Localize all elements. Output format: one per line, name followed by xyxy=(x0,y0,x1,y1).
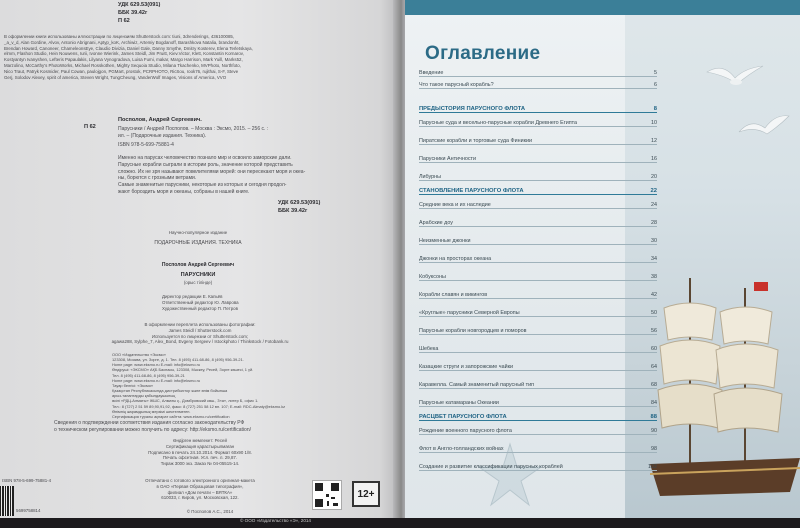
toc-label: Парусные катамараны Океании xyxy=(419,400,499,406)
toc-label: Кобуксоны xyxy=(419,274,446,280)
code-mid: П 62 xyxy=(84,124,96,130)
toc-entry[interactable] xyxy=(419,134,657,145)
copyright-publisher: © ООО «Издательство «Э», 2014 xyxy=(240,518,311,523)
publisher-info xyxy=(112,352,382,419)
toc-page: 16 xyxy=(651,156,657,162)
toc-label: Казацкие струги и запорожские чайки xyxy=(419,364,513,370)
publisher-line: Өнімнің жарамдылық мерзімі шектелмеген. xyxy=(112,408,191,414)
book-subtitle: (орыс тілінде) xyxy=(183,280,213,285)
toc-label: ПРЕДЫСТОРИЯ ПАРУСНОГО ФЛОТА xyxy=(419,106,526,112)
toc-section[interactable] xyxy=(419,410,657,421)
toc-label: Парусные корабли новгородцев и поморов xyxy=(419,328,527,334)
toc-entry[interactable] xyxy=(419,396,657,407)
cert-line: о техническом регулировании можно получить по адресу: http://eksmo.ru/certification/ xyxy=(54,426,251,433)
book-title: ПАРУСНИКИ xyxy=(180,272,216,278)
credit-line: elmm, Flashon Studio, Hein Nouwens, Iurii, Ivonne Wierink, James Steidl, Jim Pruitt, Kiev.Victor, Klett, Konstantin Kornarov, xyxy=(4,51,244,57)
cert-line: Сведения о подтверждении соответствия издания согласно законодательству РФ xyxy=(54,420,245,426)
publisher-line: ООО «Издательство «Эксмо» xyxy=(112,352,166,357)
credit-line: Kostyantyn Ivanyshen, Lefteris Papaulakis, Lilyana Vynogradova, Luisa Fumi, makar, Margo Harrison, Mark Yuill, Marks52, xyxy=(4,57,243,63)
publisher-line: Home page: www.eksmo.ru E-mail: info@eksmo.ru xyxy=(112,362,201,368)
abstract xyxy=(118,155,348,196)
toc-entry[interactable] xyxy=(419,342,657,353)
printer-line: в ОАО «Первая Образцовая типография», xyxy=(156,483,244,489)
bbk-mid: ББК 39.42г xyxy=(278,208,308,214)
photo-credit-line: James Steidl / Shutterstock.com xyxy=(168,327,232,333)
toc-entry[interactable] xyxy=(419,66,657,77)
toc-entry[interactable] xyxy=(419,234,657,245)
toc-entry[interactable] xyxy=(419,442,657,453)
toc-page: 98 xyxy=(651,446,657,452)
publisher-line: Сертификация туралы ақпарат сайтта: www.eksmo.ru/certification xyxy=(112,413,230,419)
toc-label: Шебека xyxy=(419,346,439,352)
toc-label: Каравелла. Самый знаменитый парусный тип xyxy=(419,382,535,388)
toc-entry[interactable] xyxy=(419,170,657,181)
publisher-line: арыз-талаптарды қабылдаушының xyxy=(112,393,176,399)
toc-label: Пиратские корабли и торговые суда Финикии xyxy=(419,138,532,144)
publisher-line: Home page: www.eksmo.ru E-mail: info@eksmo.ru xyxy=(112,377,201,383)
toc-page: 64 xyxy=(651,364,657,370)
toc-label: Арабские доу xyxy=(419,220,453,226)
toc-label: Что такое парусный корабль? xyxy=(419,82,494,88)
printing-line: Печать офсетная. Усл. печ. л. 29,87. xyxy=(162,455,238,461)
photo-credit-line: В оформлении переплета использованы фотографии: xyxy=(144,322,256,327)
toc-entry[interactable] xyxy=(419,270,657,281)
toc-section[interactable] xyxy=(419,184,657,195)
toc-page: 8 xyxy=(653,106,657,112)
illustration-credits xyxy=(4,34,392,81)
age-rating: 12+ xyxy=(357,488,375,500)
table-surface xyxy=(0,518,800,528)
printing-line: Тираж 3000 экз. Заказ № 04-05515-14. xyxy=(160,461,240,467)
seagull-icon xyxy=(705,60,765,96)
toc-label: Флот в Англо-голландских войнах xyxy=(419,446,504,452)
code-top: П 62 xyxy=(118,18,130,24)
credit-line: Gerj, Solodov Alexey, spirit of america, Steven Wright, TungCheung, VanderWolf Images, Visions of America, VVO xyxy=(4,74,227,80)
toc-label: Джонки на просторах океана xyxy=(419,256,492,262)
toc-page: 24 xyxy=(651,202,657,208)
toc-label: «Круглые» парусники Северной Европы xyxy=(419,310,520,316)
sailing-ship-icon xyxy=(650,268,800,498)
toc-label: Неизменные джонки xyxy=(419,238,471,244)
toc-label: Средние века и их наследие xyxy=(419,202,491,208)
genre: Научно-популярное издание xyxy=(168,230,228,235)
credit-line: _a_v_d, Alan Gordine, Alvov, Antonio Abrignani, Aptyp_koK, Archiwiz, Artemiy Bogdanoff, Barashkova Natalia, brandonht, xyxy=(4,39,240,45)
publisher-line: 123308, Москва, ул. Зорге, д. 1. Тел. 8 (495) 411-68-86, 8 (495) 956-39-21. xyxy=(112,357,244,363)
printing-info xyxy=(100,438,300,467)
toc-entry[interactable] xyxy=(419,360,657,371)
toc-entry[interactable] xyxy=(419,288,657,299)
toc-page: 10 xyxy=(651,120,657,126)
abstract-line: Именно на парусах человечество познало мир и освоило заморские дали. xyxy=(118,155,292,161)
copyright-author: © Посполов А.С., 2014 xyxy=(186,509,234,514)
toc-section[interactable] xyxy=(419,102,657,113)
staff xyxy=(162,294,239,311)
credit-line: Marzolino, McCarthy's PhotoWorks, Michael Rosskothen, Mighty Sequoia Studio, Milana Tkachenko, MVPhoto, Northfoto, xyxy=(4,63,241,69)
abstract-line: жают бороздить моря и океаны, собраны в нашей книге. xyxy=(118,188,250,195)
toc-page: 6 xyxy=(654,82,657,88)
printer-line: 610033, г. Киров, ул. Московская, 122. xyxy=(161,495,239,501)
abstract-line: Самые знаменитые парусники, некоторые из которых и сегодня продол- xyxy=(118,182,287,188)
toc-entry[interactable] xyxy=(419,78,657,89)
toc-page: 102 xyxy=(648,464,657,470)
credit-line: Brendan Howard, Canoneer, ChameleonsEye, Claudio Divizia, Daniel Gale, Danny Smythe, Dmitry Kosterev, Elena Terletskaya, xyxy=(4,45,253,51)
toc-page: 34 xyxy=(651,256,657,262)
barcode-digits: 5699758814 xyxy=(16,508,41,513)
photo-credit-line: Используется по лицензии от Shutterstock.com; xyxy=(151,333,249,339)
author-line: Посполов, Андрей Сергеевич. xyxy=(118,117,202,123)
publisher-line: Қазақстан Республикасында дистрибьютор және өнім бойынша xyxy=(112,388,228,394)
toc-entry[interactable] xyxy=(419,324,657,335)
toc-page: 90 xyxy=(651,428,657,434)
toc-entry[interactable] xyxy=(419,252,657,263)
printer-line: Отпечатано с готового электронного оригинал-макета xyxy=(145,478,255,483)
toc-page: 38 xyxy=(651,274,657,280)
staff-line: Художественный редактор П. Петров xyxy=(162,305,238,311)
toc-page: 5 xyxy=(654,70,657,76)
toc-page: 68 xyxy=(651,382,657,388)
toc-label: Парусные суда и весельно-парусные корабли Древнего Египта xyxy=(419,120,578,126)
toc-label: СТАНОВЛЕНИЕ ПАРУСНОГО ФЛОТА xyxy=(419,188,524,194)
seagull-icon xyxy=(737,112,791,142)
abstract-line: сложно. Их не зря называют повелителями морей: они пересекают моря и океа- xyxy=(118,168,306,175)
publisher-line: Тел.: 8 (727) 2 51 59 89,90,91,92, факс: 8 (727) 251 58 12 вн. 107; E-mail: RDC-Almaty@eksmo.kz xyxy=(112,403,286,409)
toc-page: 22 xyxy=(650,188,657,194)
toc-page: 88 xyxy=(650,414,657,420)
toc-entry[interactable] xyxy=(419,378,657,389)
toc-entry[interactable] xyxy=(419,460,657,471)
toc-label: Рождение военного парусного флота xyxy=(419,428,512,434)
flag-icon xyxy=(754,282,768,291)
toc-entry[interactable] xyxy=(419,152,657,163)
publisher-line: Тауар белгісі: «Эксмо» xyxy=(112,382,154,388)
barcode-icon xyxy=(0,486,14,516)
printer-line: филиал «Дом печати – ВЯТКА» xyxy=(167,489,233,495)
isbn-barcode-label: ISBN 978-5-699-75881-4 xyxy=(2,478,52,483)
toc-page: 60 xyxy=(651,346,657,352)
udk-top: УДК 629.53(091) xyxy=(118,2,161,8)
toc-entry[interactable] xyxy=(419,424,657,435)
toc-page: 28 xyxy=(651,220,657,226)
udk-mid: УДК 629.53(091) xyxy=(278,200,321,206)
toc-page: 50 xyxy=(651,310,657,316)
toc-label: Введение xyxy=(419,70,444,76)
toc-label: Либурны xyxy=(419,174,442,180)
header-band xyxy=(405,0,800,15)
toc-entry[interactable] xyxy=(419,216,657,227)
isbn-line: ISBN 978-5-699-75881-4 xyxy=(118,142,174,148)
publisher-line: Тел. 8 (495) 411-68-86, 8 (495) 956-39-21 xyxy=(112,372,185,378)
publisher-line: өкілі «РДЦ-Алматы» ЖШС, Алматы қ., Домбровский көш., 3«а», литер Б, офис 1. xyxy=(112,398,259,404)
abstract-line: ны, борются с грозными ветрами. xyxy=(118,175,197,182)
toc-page: 84 xyxy=(651,400,657,406)
publisher-line: Өндіруші: «ЭКСМО» АҚБ Баспасы, 123308, Мәскеу, Ресей, Зорге көшесі, 1 үй. xyxy=(112,367,254,373)
age-rating-icon xyxy=(352,481,380,507)
printing-line: Подписано в печать 24.10.2014. Формат 60x90 1/8. xyxy=(148,449,252,455)
printer-info xyxy=(100,478,300,501)
staff-line: Ответственный редактор Ю. Лаврова xyxy=(162,299,239,305)
printing-line: Өндірген мемлекет: Ресей xyxy=(173,438,227,443)
toc-label: Создание и развитие классификации парусных кораблей xyxy=(419,464,563,470)
abstract-line: Парусные корабли сыграли в истории роль, значение которой представить xyxy=(118,161,293,168)
credit-line: Nico Traut, Patryk Kosmider, Paul Cowan, paulojgon, PGMart, prostok, PCRPHOTO, RicSou, rook76, rujithai, S-F, Steve xyxy=(4,68,239,74)
right-page-contents xyxy=(405,0,800,528)
toc-page: 42 xyxy=(651,292,657,298)
credit-line: В оформлении книги использованы иллюстрации по лицензиям Shutterstock.com: tiuni, 3drenderings, 436100085, xyxy=(4,34,235,39)
author-name: Посполов Андрей Сергеевич xyxy=(161,262,235,268)
series: ПОДАРОЧНЫЕ ИЗДАНИЯ. ТЕХНИКА xyxy=(154,240,242,246)
staff-line: Директор редакции Е. Капьёв xyxy=(162,294,223,299)
certification-info xyxy=(54,420,354,434)
photo-credit-line: agawa288, Sylphe_7, Alex_Bond, Evgeny Sergeev / Istockphoto / Thinkstock / Fotobank.ru xyxy=(111,339,289,345)
page-title: Оглавление xyxy=(425,43,541,64)
photo-credits xyxy=(80,322,320,345)
toc-page: 56 xyxy=(651,328,657,334)
printing-line: Сертификация қарастырылмаған xyxy=(165,443,235,449)
toc-page: 20 xyxy=(651,174,657,180)
toc-label: Корабли славян и викингов xyxy=(419,292,488,298)
bbk-top: ББК 39.42г xyxy=(118,10,148,16)
toc-entry[interactable] xyxy=(419,306,657,317)
toc-entry[interactable] xyxy=(419,198,657,209)
toc-page: 12 xyxy=(651,138,657,144)
qr-code-icon xyxy=(312,480,342,510)
book-line: Парусники / Андрей Посполов. – Москва : Эксмо, 2015. – 256 с. : xyxy=(118,126,269,132)
toc-entry[interactable] xyxy=(419,116,657,127)
toc-label: РАСЦВЕТ ПАРУСНОГО ФЛОТА xyxy=(419,414,507,420)
toc-label: Парусники Античности xyxy=(419,156,477,162)
book-line-2: ил. – (Подарочные издания. Техника). xyxy=(118,133,207,139)
toc-page: 30 xyxy=(651,238,657,244)
left-page-imprint xyxy=(0,0,400,518)
